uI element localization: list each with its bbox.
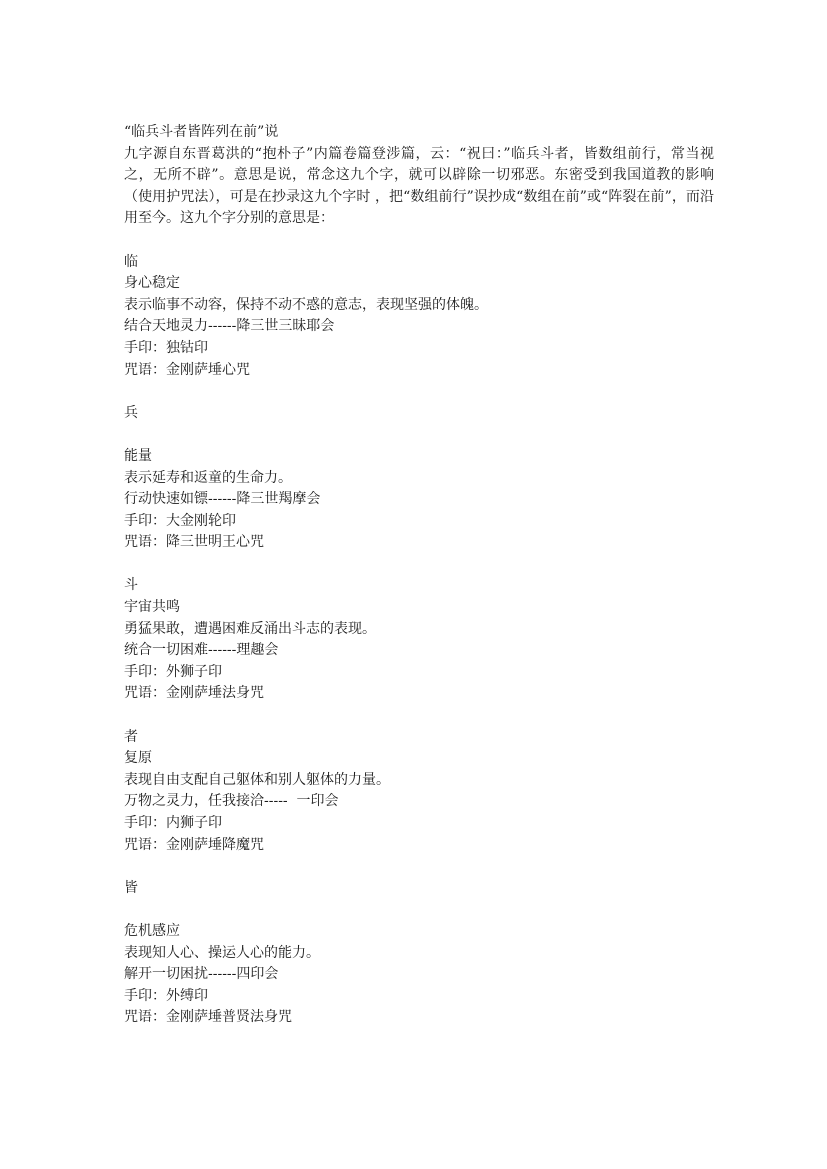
section-char: 兵 (124, 404, 138, 421)
section-description: 表示延寿和返童的生命力。 (124, 469, 292, 486)
section-dou (124, 575, 714, 705)
spacer (124, 899, 714, 921)
section-char: 斗 (124, 577, 138, 594)
section-zhe (124, 727, 714, 857)
section-jie (124, 878, 714, 1029)
section-lin (124, 252, 714, 382)
spacer (124, 554, 714, 576)
spacer (124, 381, 714, 403)
section-assembly: 统合一切困难------理趣会 (124, 642, 279, 659)
section-meaning: 危机感应 (124, 922, 180, 939)
spacer (124, 856, 714, 878)
section-mudra: 手印：外缚印 (124, 987, 208, 1004)
section-meaning: 能量 (124, 447, 152, 464)
intro-paragraph: 九字源自东晋葛洪的“抱朴子”内篇卷篇登涉篇，云：“祝曰：”临兵斗者，皆数组前行，常当视之，无所不辟”。意思是说，常念这九个字，就可以辟除一切邪恶。东密受到我国道教的影响（使用护咒法），可是在抄录这九个字时 ，把“数组前行”误抄成“数组在前”或“阵裂在前”，而沿用至今。这九个字分别的意思是： (124, 145, 714, 227)
section-mudra: 手印：内狮子印 (124, 815, 222, 831)
section-bing (124, 403, 714, 554)
section-description: 表示临事不动容，保持不动不惑的意志，表现坚强的体魄。 (124, 296, 488, 313)
section-mudra: 手印：外狮子印 (124, 663, 222, 680)
section-assembly: 万物之灵力，任我接洽----- 一印会 (124, 793, 339, 810)
section-description: 表现自由支配自己躯体和别人躯体的力量。 (124, 771, 390, 788)
section-mudra: 手印：大金刚轮印 (124, 512, 236, 529)
section-mantra: 咒语：降三世明王心咒 (124, 534, 264, 551)
section-char: 皆 (124, 879, 138, 896)
section-mantra: 咒语：金刚萨埵普贤法身咒 (124, 1009, 292, 1026)
section-assembly: 结合天地灵力------降三世三昧耶会 (124, 318, 335, 335)
section-description: 勇猛果敢，遭遇困难反涌出斗志的表现。 (124, 620, 376, 637)
section-mantra: 咒语：金刚萨埵心咒 (124, 361, 250, 378)
section-meaning: 宇宙共鸣 (124, 599, 180, 616)
section-meaning: 身心稳定 (124, 275, 180, 292)
spacer (124, 705, 714, 727)
spacer (124, 424, 714, 446)
document-body (124, 122, 714, 1029)
section-assembly: 解开一切困扰------四印会 (124, 966, 279, 983)
section-mantra: 咒语：金刚萨埵降魔咒 (124, 836, 264, 853)
section-description: 表现知人心、操运人心的能力。 (124, 944, 320, 961)
section-mudra: 手印：独钴印 (124, 339, 208, 356)
section-mantra: 咒语：金刚萨埵法身咒 (124, 685, 264, 702)
document-title: “临兵斗者皆阵列在前”说 (124, 124, 279, 140)
section-char: 者 (124, 728, 138, 745)
spacer (124, 230, 714, 252)
section-assembly: 行动快速如镖------降三世羯摩会 (124, 491, 321, 508)
section-char: 临 (124, 253, 138, 270)
section-meaning: 复原 (124, 750, 152, 767)
